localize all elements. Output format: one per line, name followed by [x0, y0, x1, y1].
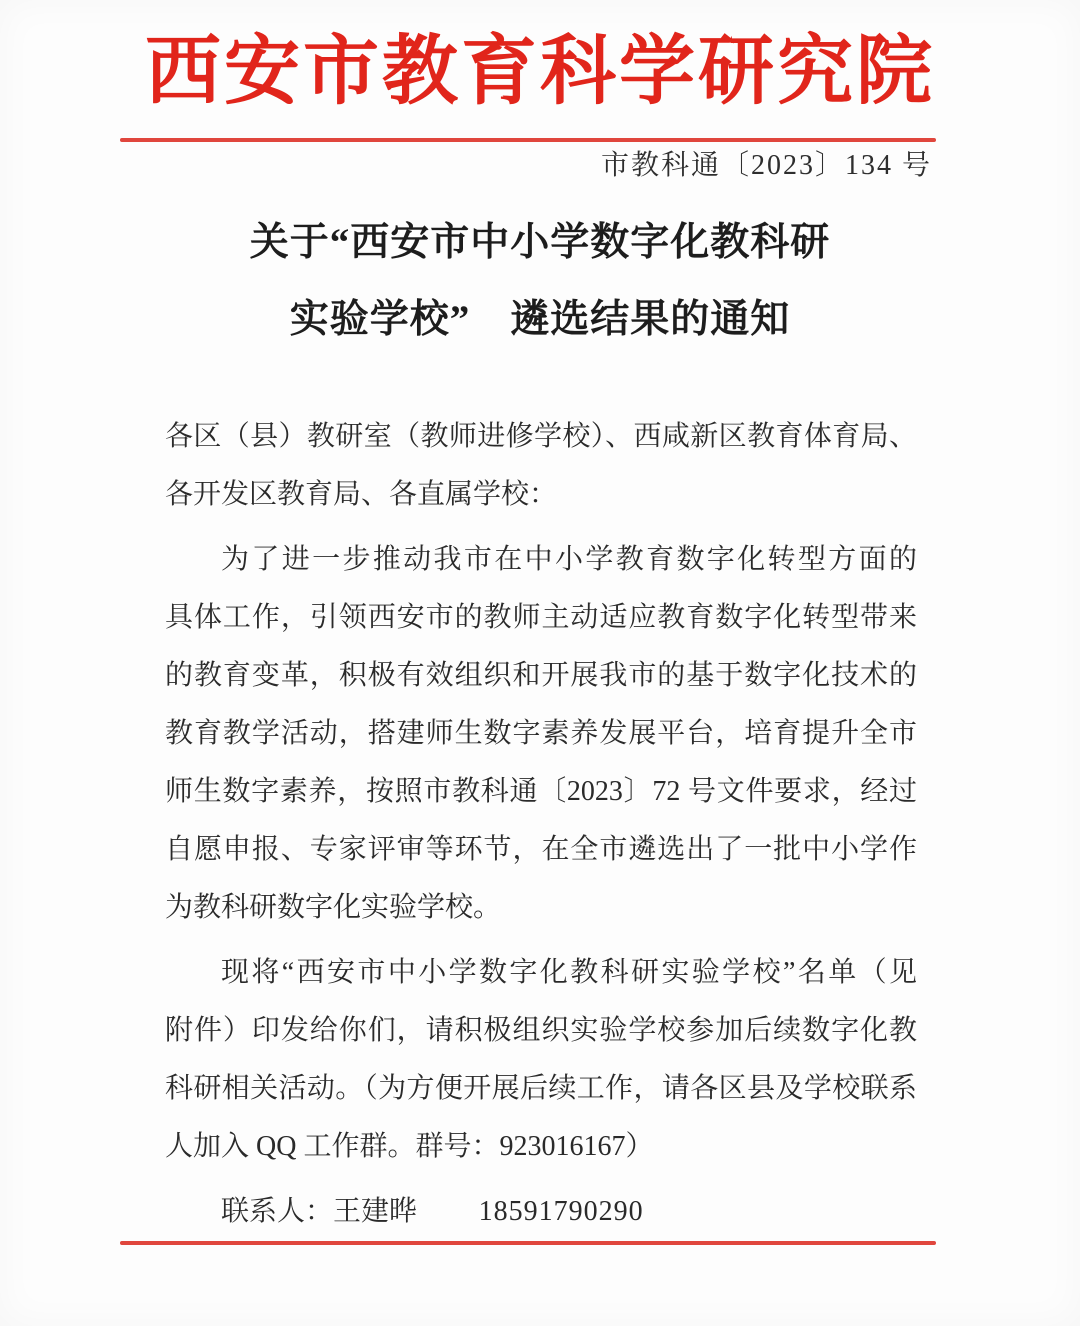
body-line: 具体工作，引领西安市的教师主动适应教育数字化转型带来: [165, 602, 917, 633]
header-divider: [120, 138, 936, 142]
contact-phone: 18591790290: [478, 1196, 644, 1227]
body-line: 自愿申报、专家评审等环节，在全市遴选出了一批中小学作: [165, 834, 917, 865]
doc-body: [165, 408, 917, 1241]
body-line: 现将“西安市中小学数字化教科研实验学校”名单（见: [221, 957, 917, 988]
body-line: 各开发区教育局、各直属学校：: [165, 479, 558, 510]
body-line: 各区（县）教研室（教师进修学校）、西咸新区教育体育局、: [165, 421, 917, 452]
contact-row: [165, 1183, 917, 1241]
body-line: 教育教学活动，搭建师生数字素养发展平台，培育提升全市: [165, 718, 917, 749]
body-line: 人加入 QQ 工作群。群号：923016167）: [165, 1131, 654, 1162]
footer-divider: [120, 1241, 936, 1245]
doc-number: 市教科通〔2023〕134 号: [600, 150, 932, 181]
body-line: 为教科研数字化实验学校。: [165, 892, 502, 923]
contact-name: 王建晔: [333, 1196, 418, 1227]
contact-label: 联系人：: [221, 1196, 334, 1227]
body-line: 科研相关活动。（为方便开展后续工作，请各区县及学校联系: [165, 1073, 917, 1104]
body-line: 为了进一步推动我市在中小学教育数字化转型方面的: [221, 544, 917, 575]
org-name: 西安市教育科学研究院: [145, 30, 935, 114]
doc-title-line-1: 关于“西安市中小学数字化教科研: [249, 221, 831, 264]
body-line: 师生数字素养，按照市教科通〔2023〕72 号文件要求，经过: [165, 776, 917, 807]
body-line: 的教育变革，积极有效组织和开展我市的基于数字化技术的: [165, 660, 917, 691]
doc-title: [0, 204, 1080, 358]
doc-title-line-2: 实验学校” 遴选结果的通知: [289, 298, 791, 341]
body-line: 附件）印发给你们，请积极组织实验学校参加后续数字化教: [165, 1015, 917, 1046]
